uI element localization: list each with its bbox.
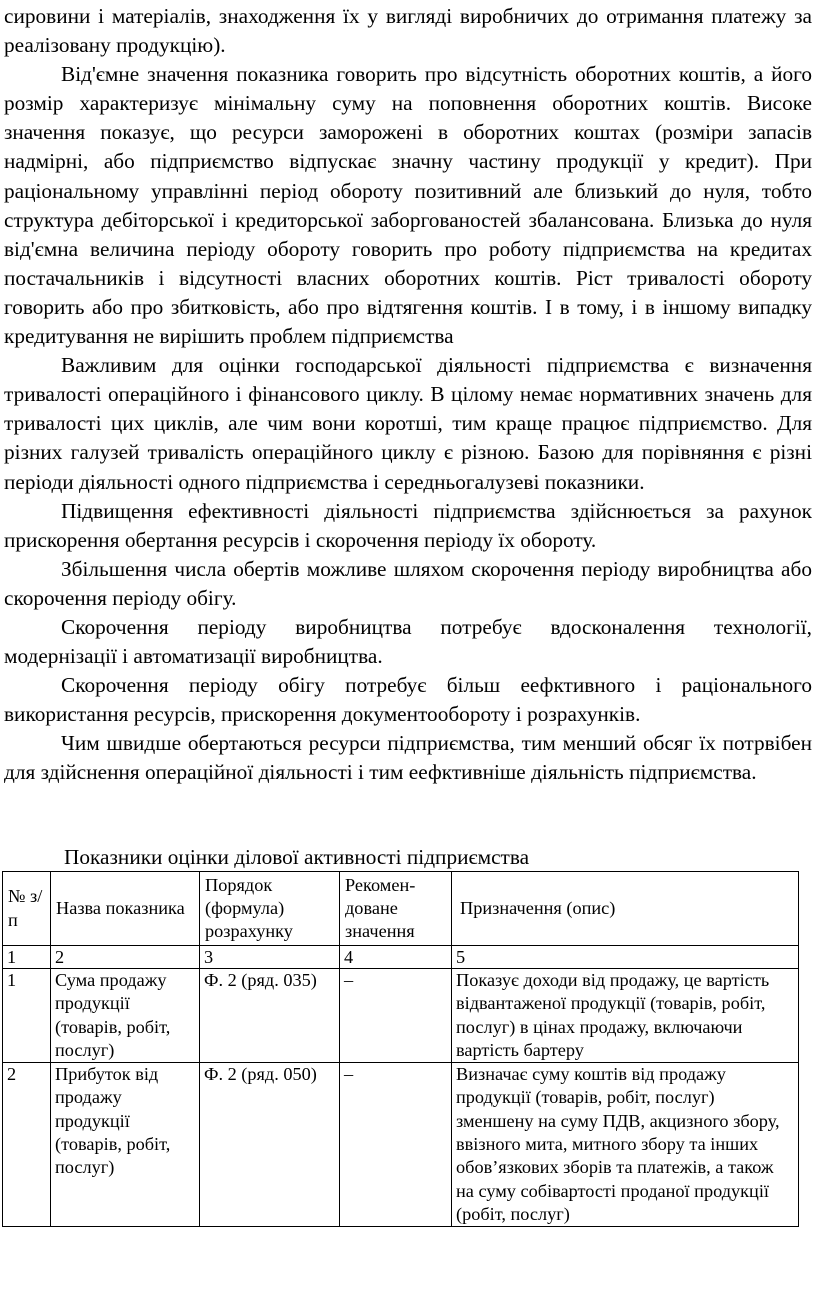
body-text — [4, 2, 812, 788]
column-number: 4 — [340, 946, 452, 969]
indicator-formula: Ф. 2 (ряд. 035) — [200, 969, 340, 1063]
paragraph: Підвищення ефективності діяльності підприємства здійснюється за рахунок прискорення обертання ресурсів і скорочення періоду їх обороту. — [4, 498, 812, 552]
indicator-name: Прибуток від продажу продукції (товарів, робіт, послуг) — [51, 1063, 200, 1227]
paragraph: Збільшення числа обертів можливе шляхом скорочення періоду виробництва або скорочення періоду обігу. — [4, 556, 812, 610]
indicator-description: Визначає суму коштів від продажу продукції (товарів, робіт, послуг) зменшену на суму ПДВ, акцизного збору, ввізного мита, митного збору та інших обов’язкових зборів та платежів, а також на суму собівартості проданої продукції (робіт, послуг) — [452, 1063, 799, 1227]
indicator-recommended: – — [340, 1063, 452, 1227]
column-number: 1 — [3, 946, 51, 969]
header-formula: Порядок (формула) розрахунку — [200, 872, 340, 946]
column-number: 3 — [200, 946, 340, 969]
indicator-formula: Ф. 2 (ряд. 050) — [200, 1063, 340, 1227]
header-recommended: Рекомен-доване значення — [340, 872, 452, 946]
paragraph: Скорочення періоду виробництва потребує вдосконалення технології, модернізації і автоматизації виробництва. — [4, 614, 812, 669]
indicator-recommended: – — [340, 969, 452, 1063]
table-caption: Показники оцінки ділової активності підприємства — [64, 845, 530, 869]
table-row — [3, 1063, 799, 1227]
table-header-row — [3, 872, 799, 946]
header-number: № з/п — [3, 872, 51, 946]
paragraph: Чим швидше обертаються ресурси підприємства, тим менший обсяг їх потрвібен для здійснення операційної діяльності і тим еефктивніше діяльність підприємства. — [4, 731, 812, 785]
column-number: 2 — [51, 946, 200, 969]
paragraph: Від'ємне значення показника говорить про відсутність оборотних коштів, а його розмір характеризує мінімальну суму на поповнення оборотних коштів. Високе значення показує, що ресурси заморожені в оборотних коштах (розміри запасів надмірні, або підприємство відпускає значну частину продукції у кредит). При раціональному управлінні період обороту позитивний але близький до нуля, тобто структура дебіторської і кредиторської заборгованостей збалансована. Близька до нуля від'ємна величина періоду обороту говорить про роботу підприємства на кредитах постачальників і відсутності власних оборотних коштів. Ріст тривалості обороту говорить або про збитковість, або про відтягення коштів. І в тому, і в іншому випадку кредитування не вирішить проблем підприємства — [4, 62, 812, 349]
header-name: Назва показника — [51, 872, 200, 946]
indicators-table — [2, 871, 799, 1227]
row-number: 1 — [3, 969, 51, 1063]
row-number: 2 — [3, 1063, 51, 1227]
indicator-name: Сума продажу продукції (товарів, робіт, послуг) — [51, 969, 200, 1063]
indicator-description: Показує доходи від продажу, це вартість відвантаженої продукції (товарів, робіт, послуг) в цінах продажу, включаючи вартість бартеру — [452, 969, 799, 1063]
column-number: 5 — [452, 946, 799, 969]
header-description: Призначення (опис) — [452, 872, 799, 946]
table-row — [3, 969, 799, 1063]
paragraph: Важливим для оцінки господарської діяльності підприємства є визначення тривалості операційного і фінансового циклу. В цілому немає нормативних значень для тривалості цих циклів, але чим вони коротші, тим краще працює підприємство. Для різних галузей тривалість операційного циклу є різною. Базою для порівняння є різні періоди діяльності одного підприємства і середньогалузеві показники. — [4, 353, 812, 494]
paragraph: Скорочення періоду обігу потребує більш еефктивного і раціонального використання ресурсів, прискорення документообороту і розрахунків. — [4, 673, 812, 727]
column-numbers-row — [3, 946, 799, 969]
paragraph-continued: сировини і матеріалів, знаходження їх у вигляді виробничих до отримання платежу за реалізовану продукцію). — [4, 4, 812, 58]
